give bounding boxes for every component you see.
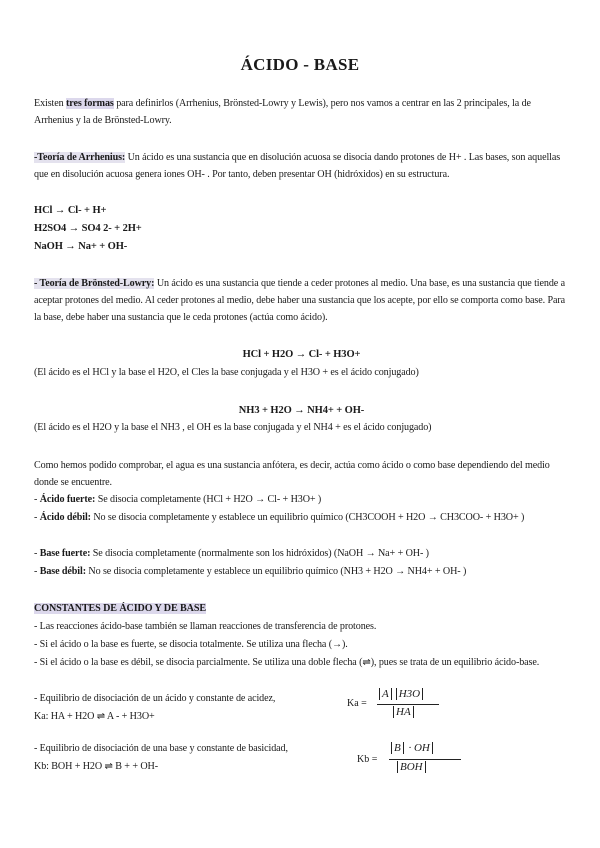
- kb-formula: [357, 742, 467, 782]
- amphoteric-paragraph: Como hemos podido comprobar, el agua es una sustancia anfótera, es decir, actúa como ácido o como base dependiendo del medio donde se encuentre.: [34, 460, 550, 488]
- ka-equation: Ka: HA + H2O ⇌ A - + H3O+: [34, 711, 155, 722]
- kb-equation: Kb: BOH + H2O ⇌ B + + OH-: [34, 761, 158, 772]
- weak-acid-label: Ácido débil:: [39, 512, 91, 523]
- weak-base-text: No se disocia completamente y establece un equilibrio químico (NH3 + H2O → NH4+ + OH- ): [85, 566, 467, 577]
- weak-base-label: Base débil:: [39, 566, 86, 577]
- bronsted-equation-1: HCl + H2O → Cl- + H3O+: [242, 349, 361, 360]
- ka-description: - Equilibrio de disociación de un ácido y constante de acidez,: [34, 693, 276, 704]
- kb-numerator-b: OH: [413, 742, 430, 754]
- bronsted-paragraph: [34, 275, 569, 326]
- intro-text-start: Existen: [34, 98, 66, 109]
- bronsted-equation-2-note: (El ácido es el H2O y la base el NH3 , el OH es la base conjugada y el NH4 + es el ácido conjugado): [34, 422, 432, 433]
- intro-highlight: tres formas: [66, 98, 114, 109]
- constants-heading-row: [34, 600, 569, 617]
- ka-numerator-a: A: [382, 688, 389, 700]
- strong-base-text: Se disocia completamente (normalmente son los hidróxidos) (NaOH → Na+ + OH- ): [90, 548, 429, 559]
- kb-numerator-a: B: [394, 742, 401, 754]
- kb-numerator: B · OH: [389, 742, 435, 754]
- arrhenius-heading: -Teoría de Arrhenius:: [34, 152, 126, 163]
- kb-denominator-text: BOH: [400, 761, 423, 773]
- bronsted-text: Un ácido es una sustancia que tiende a ceder protones al medio. Una base, es una sustancia que tiende a aceptar protones del medio. Al ceder protones al medio, debe haber una sustancia que los acepte, por ello se comporta como base. Para la base, debe haber una sustancia que le ceda protones (actúa como ácido).: [34, 278, 566, 323]
- constants-line-3: - Si el ácido o la base es débil, se disocia parcialmente. Se utiliza una doble flecha (⇌), pues se trata de un equilibrio ácido-base.: [34, 657, 540, 668]
- constants-heading: CONSTANTES DE ÁCIDO Y DE BASE: [34, 603, 207, 614]
- kb-fraction-bar: [389, 759, 461, 760]
- strength-list-item: [34, 563, 569, 580]
- intro-paragraph: [34, 95, 569, 129]
- weak-acid-text: No se disocia completamente y establece un equilibrio químico (CH3COOH + H2O → CH3COO- + H3O+ ): [90, 512, 525, 523]
- ka-denominator-text: HA: [396, 706, 411, 718]
- list-bullet: -: [34, 512, 40, 523]
- intro-text-end: para definirlos (Arrhenius, Brönsted-Lowry y Lewis), pero nos vamos a centrar en las 2 principales, la de Arrhenius y la de Brönsted-Lowry.: [34, 98, 531, 126]
- arrhenius-paragraph: [34, 149, 569, 183]
- bronsted-equation-2: NH3 + H2O → NH4+ + OH-: [238, 405, 365, 416]
- kb-denominator: [395, 761, 428, 773]
- arrhenius-text: Un ácido es una sustancia que en disolución acuosa se disocia dando protones de H+ . Las bases, son aquellas que en disolución acuosa genera iones OH- . Por tanto, deben presentar OH (hidróxidos) en su estructura.: [34, 152, 561, 180]
- ka-formula-label: Ka =: [347, 698, 367, 709]
- list-bullet: -: [34, 548, 40, 559]
- strength-list-item: [34, 509, 569, 526]
- strong-base-label: Base fuerte:: [39, 548, 91, 559]
- list-bullet: -: [34, 494, 40, 505]
- strength-list-item: [34, 545, 569, 562]
- strong-acid-text: Se disocia completamente (HCl + H2O → Cl- + H3O+ ): [95, 494, 322, 505]
- strength-list-item: [34, 491, 569, 508]
- strong-acid-label: Ácido fuerte:: [39, 494, 96, 505]
- kb-formula-label: Kb =: [357, 754, 378, 765]
- arrhenius-equation-1: HCl → Cl- + H+: [34, 205, 107, 216]
- kb-description: - Equilibrio de disociación de una base y constante de basicidad,: [34, 743, 288, 754]
- constants-line-2: - Si el ácido o la base es fuerte, se disocia totalmente. Se utiliza una flecha (→).: [34, 639, 348, 650]
- ka-numerator-b: H3O: [398, 688, 421, 700]
- bronsted-heading: - Teoría de Brönsted-Lowry:: [34, 278, 155, 289]
- ka-numerator: [377, 688, 425, 700]
- constants-line-1: - Las reacciones ácido-base también se llaman reacciones de transferencia de protones.: [34, 621, 377, 632]
- page-title: ÁCIDO - BASE: [240, 55, 360, 74]
- ka-denominator: [391, 706, 416, 718]
- arrhenius-equation-3: NaOH → Na+ + OH-: [34, 241, 128, 252]
- ka-fraction-bar: [377, 704, 439, 705]
- list-bullet: -: [34, 566, 40, 577]
- ka-formula: [347, 688, 447, 728]
- arrhenius-equation-2: H2SO4 → SO4 2- + 2H+: [34, 223, 142, 234]
- bronsted-equation-1-note: (El ácido es el HCl y la base el H2O, el Cles la base conjugada y el H3O + es el ácido conjugado): [34, 367, 419, 378]
